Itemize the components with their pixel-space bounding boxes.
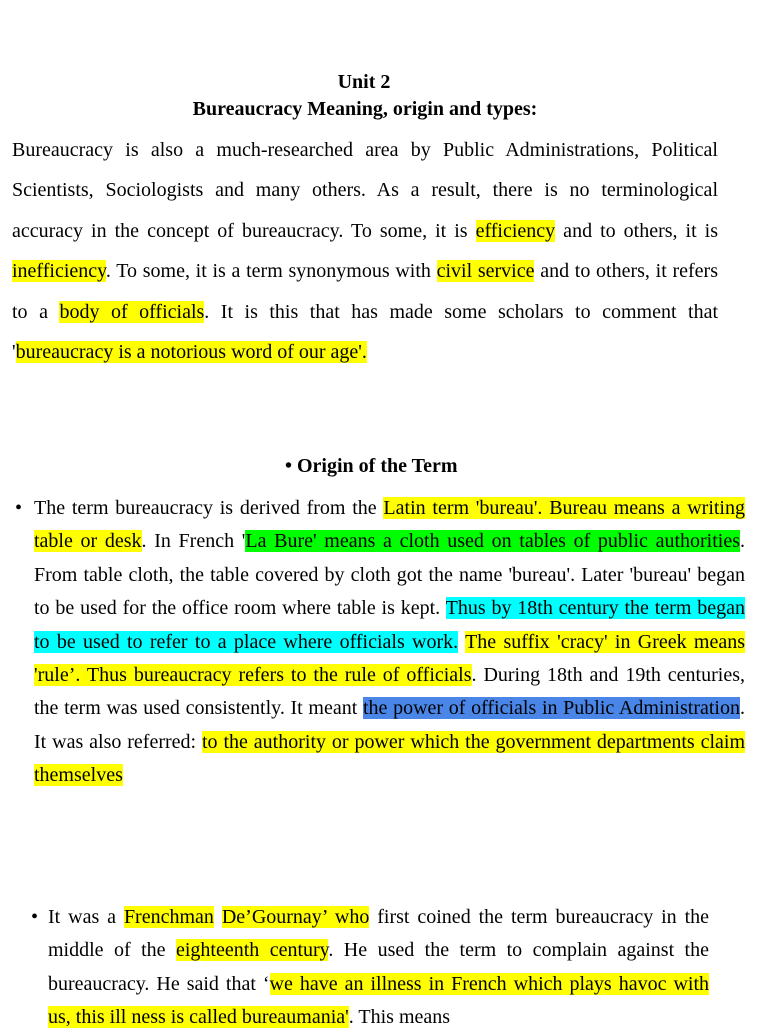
highlighted-text: inefficiency bbox=[12, 260, 106, 283]
highlighted-text: Thus by 18th century the term began to be used to refer to a place where officials work. bbox=[34, 597, 745, 653]
bullet-item-origin bbox=[14, 492, 745, 793]
highlighted-text: bureaucracy is a notorious word of our age'. bbox=[15, 341, 367, 364]
highlighted-text: body of officials bbox=[59, 300, 205, 323]
highlighted-text: to the authority or power which the government departments claim themselves bbox=[34, 730, 745, 787]
highlighted-text: efficiency bbox=[475, 219, 556, 242]
section-heading-origin: • Origin of the Term bbox=[285, 455, 458, 477]
bullet-paragraph: It was a Frenchman De’Gournay’ who first coined the term bureaucracy in the middle of the eighteenth century. He used the term to complain against the bureaucracy. He said that ‘we have an illness in French which plays havoc with us, this ill ness is called bureaumania'. This means bbox=[48, 906, 710, 1029]
highlighted-text: we have an illness in French which plays havoc with us, this ill ness is called bureaumania' bbox=[48, 972, 710, 1029]
unit-title: Unit 2 bbox=[337, 71, 391, 93]
highlighted-text: Frenchman bbox=[123, 906, 214, 928]
highlighted-text: La Bure' means a cloth used on tables of public authorities bbox=[245, 530, 740, 553]
highlighted-text: De’Gournay’ who bbox=[221, 906, 370, 928]
highlighted-text: Latin term 'bureau'. Bureau means a writing table or desk bbox=[34, 497, 745, 553]
bullet-icon: • bbox=[15, 497, 23, 519]
highlighted-text: the power of officials in Public Administration bbox=[362, 697, 740, 720]
document-title: Bureaucracy Meaning, origin and types: bbox=[192, 98, 538, 120]
intro-paragraph: Bureaucracy is also a much-researched area by Public Administrations, Political Scientists, Sociologists and many others. As a result, there is no terminological accuracy in the concept of bureaucracy. To some, it is efficiency and to others, it is inefficiency. To some, it is a term synonymous with civil service and to others, it refers to a body of officials. It is this that has made some scholars to comment that 'bureaucracy is a notorious word of our age'. bbox=[12, 139, 719, 364]
highlighted-text: The suffix 'cracy' in Greek means 'rule’. Thus bureaucracy refers to the rule of officials bbox=[34, 630, 745, 687]
bullet-item-degournay bbox=[30, 901, 709, 1035]
bullet-icon: • bbox=[31, 906, 39, 928]
bullet-paragraph: The term bureaucracy is derived from the Latin term 'bureau'. Bureau means a writing table or desk. In French 'La Bure' means a cloth used on tables of public authorities. From table cloth, the table covered by cloth got the name 'bureau'. Later 'bureau' began to be used for the office room where table is kept. Thus by 18th century the term began to be used to refer to a place where officials work. The suffix 'cracy' in Greek means 'rule’. Thus bureaucracy refers to the rule of officials. During 18th and 19th centuries, the term was used consistently. It meant the power of officials in Public Administration. It was also referred: to the authority or power which the government departments claim themselves bbox=[34, 497, 745, 787]
highlighted-text: eighteenth century bbox=[175, 939, 329, 962]
highlighted-text: civil service bbox=[436, 260, 535, 283]
